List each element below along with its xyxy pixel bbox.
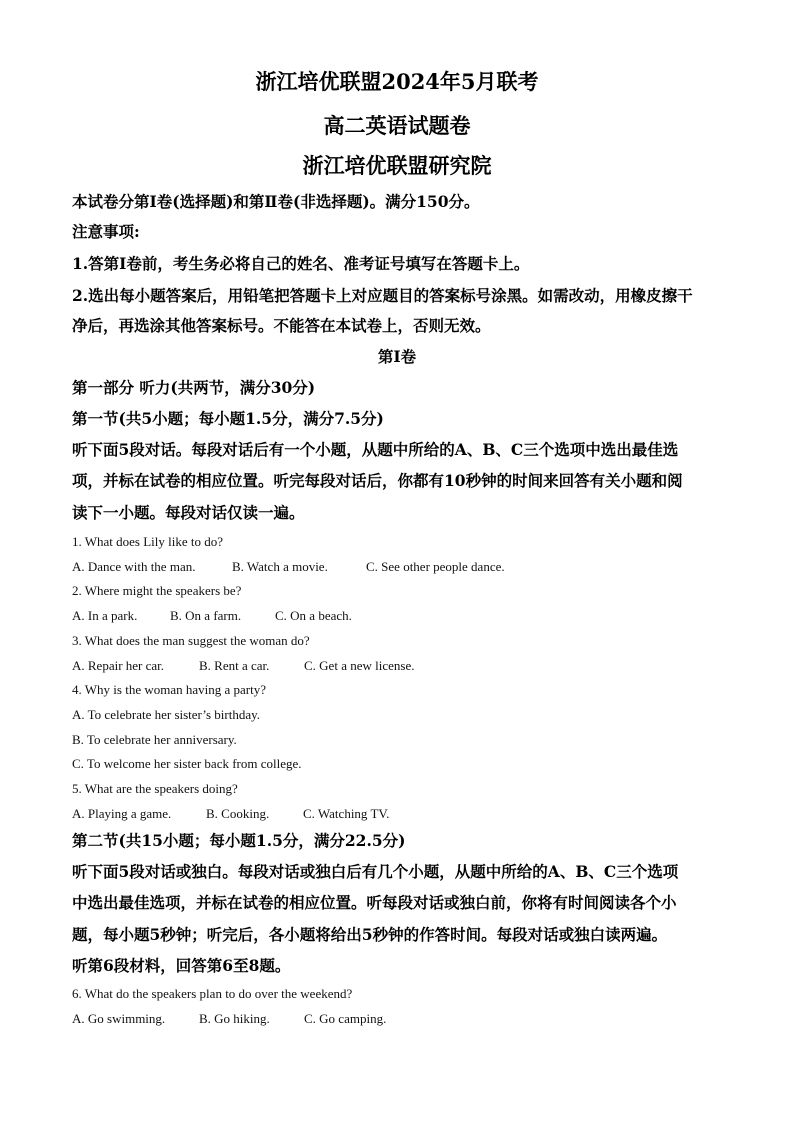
section1-directions-line-1: 听下面5段对话。每段对话后有一个小题，从题中所给的A、B、C三个选项中选出最佳选: [72, 440, 679, 459]
question-1-option-b: B. Watch a movie.: [232, 559, 328, 574]
question-4-stem: 4. Why is the woman having a party?: [72, 682, 266, 697]
question-5-option-c: C. Watching TV.: [303, 806, 390, 821]
question-5-options: [72, 806, 389, 822]
volume-heading: 第Ⅰ卷: [377, 347, 417, 366]
intro-text: 本试卷分第Ⅰ卷(选择题)和第Ⅱ卷(非选择题)。满分150分。: [72, 192, 480, 211]
section2-directions-line-3: 题，每小题5秒钟；听完后，各小题将给出5秒钟的作答时间。每段对话或独白读两遍。: [72, 925, 668, 944]
note-2-line-1: 2.选出每小题答案后，用铅笔把答题卡上对应题目的答案标号涂黑。如需改动，用橡皮擦干: [72, 286, 693, 305]
question-3-option-a: A. Repair her car.: [72, 658, 165, 673]
question-2-options: [72, 608, 352, 624]
section1-directions-line-3: 读下一小题。每段对话仅读一遍。: [72, 503, 305, 522]
question-3-option-c: C. Get a new license.: [304, 658, 415, 673]
question-4-option-c: C. To welcome her sister back from college.: [72, 756, 302, 771]
exam-subtitle: 高二英语试题卷: [323, 113, 471, 138]
section2-directions-line-2: 中选出最佳选项，并标在试卷的相应位置。听每段对话或独白前，你将有时间阅读各个小: [72, 893, 677, 912]
question-1-stem: 1. What does Lily like to do?: [72, 534, 224, 549]
question-2-option-b: B. On a farm.: [170, 608, 242, 623]
question-6-option-c: C. Go camping.: [304, 1011, 387, 1026]
section2-heading: 第二节(共15小题；每小题1.5分，满分22.5分): [72, 831, 406, 850]
exam-title: 浙江培优联盟2024年5月联考: [255, 69, 539, 94]
question-3-stem: 3. What does the man suggest the woman do?: [72, 633, 310, 648]
section2-directions-line-1: 听下面5段对话或独白。每段对话或独白后有几个小题，从题中所给的A、B、C三个选项: [72, 862, 679, 881]
question-2-stem: 2. Where might the speakers be?: [72, 583, 242, 598]
question-6-stem: 6. What do the speakers plan to do over the weekend?: [72, 986, 353, 1001]
question-6-option-a: A. Go swimming.: [72, 1011, 166, 1026]
question-1-option-c: C. See other people dance.: [366, 559, 505, 574]
notes-heading: 注意事项:: [72, 222, 140, 241]
note-2-line-2: 净后，再选涂其他答案标号。不能答在本试卷上，否则无效。: [72, 316, 491, 335]
section1-heading: 第一节(共5小题；每小题1.5分，满分7.5分): [72, 409, 384, 428]
question-4-option-a: A. To celebrate her sister’s birthday.: [72, 707, 261, 722]
question-2-option-c: C. On a beach.: [275, 608, 352, 623]
part1-heading: 第一部分 听力(共两节，满分30分): [72, 378, 316, 397]
question-5-option-b: B. Cooking.: [206, 806, 270, 821]
question-3-option-b: B. Rent a car.: [199, 658, 270, 673]
material-6-instruction: 听第6段材料，回答第6至8题。: [72, 956, 291, 975]
note-1: 1.答第Ⅰ卷前，考生务必将自己的姓名、准考证号填写在答题卡上。: [72, 254, 530, 273]
question-5-stem: 5. What are the speakers doing?: [72, 781, 238, 796]
question-2-option-a: A. In a park.: [72, 608, 138, 623]
question-5-option-a: A. Playing a game.: [72, 806, 172, 821]
question-3-options: [72, 658, 414, 674]
section1-directions-line-2: 项，并标在试卷的相应位置。听完每段对话后，你都有10秒钟的时间来回答有关小题和阅: [72, 471, 683, 490]
question-4-option-b: B. To celebrate her anniversary.: [72, 732, 237, 747]
question-1-options: [72, 559, 505, 575]
question-6-options: [72, 1011, 386, 1027]
question-6-option-b: B. Go hiking.: [199, 1011, 270, 1026]
exam-publisher: 浙江培优联盟研究院: [302, 153, 492, 178]
question-1-option-a: A. Dance with the man.: [72, 559, 196, 574]
